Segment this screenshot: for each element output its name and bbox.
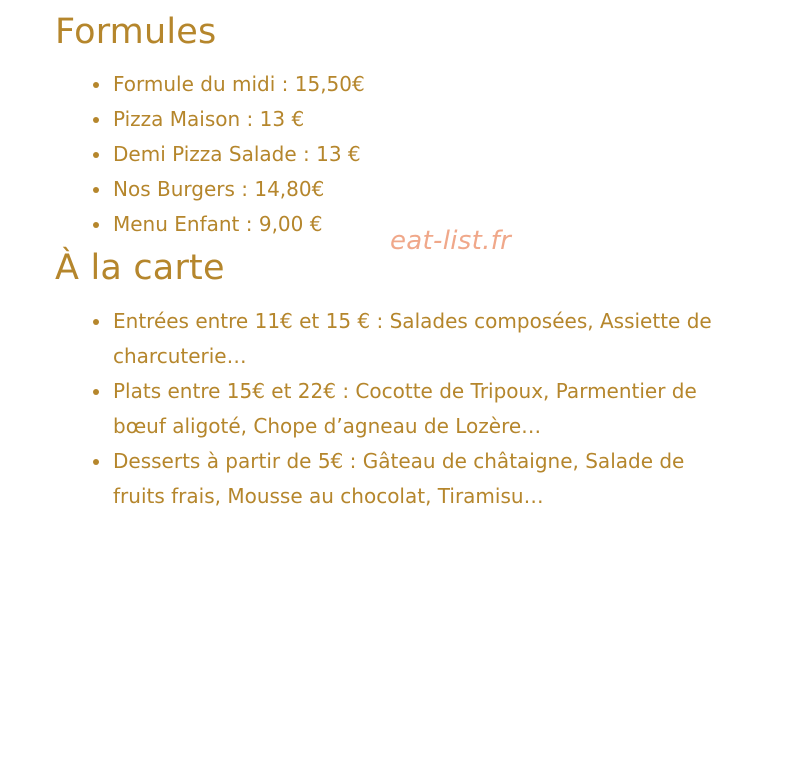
- formules-list: [55, 67, 755, 242]
- carte-item: Desserts à partir de 5€ : Gâteau de châtaigne, Salade de fruits frais, Mousse au chocolat, Tiramisu…: [93, 444, 728, 514]
- formule-item: Menu Enfant : 9,00 €: [93, 207, 755, 242]
- formules-heading: Formules: [55, 12, 217, 52]
- carte-item: Plats entre 15€ et 22€ : Cocotte de Tripoux, Parmentier de bœuf aligoté, Chope d’agneau de Lozère…: [93, 374, 728, 444]
- carte-list: [55, 304, 755, 514]
- formule-item: Formule du midi : 15,50€: [93, 67, 755, 102]
- menu-content: [55, 10, 755, 514]
- formule-item: Pizza Maison : 13 €: [93, 102, 755, 137]
- formule-item: Demi Pizza Salade : 13 €: [93, 137, 755, 172]
- watermark-text: eat-list.fr: [390, 226, 512, 256]
- formule-item: Nos Burgers : 14,80€: [93, 172, 755, 207]
- carte-item: Entrées entre 11€ et 15 € : Salades composées, Assiette de charcuterie…: [93, 304, 728, 374]
- carte-heading: À la carte: [55, 248, 225, 288]
